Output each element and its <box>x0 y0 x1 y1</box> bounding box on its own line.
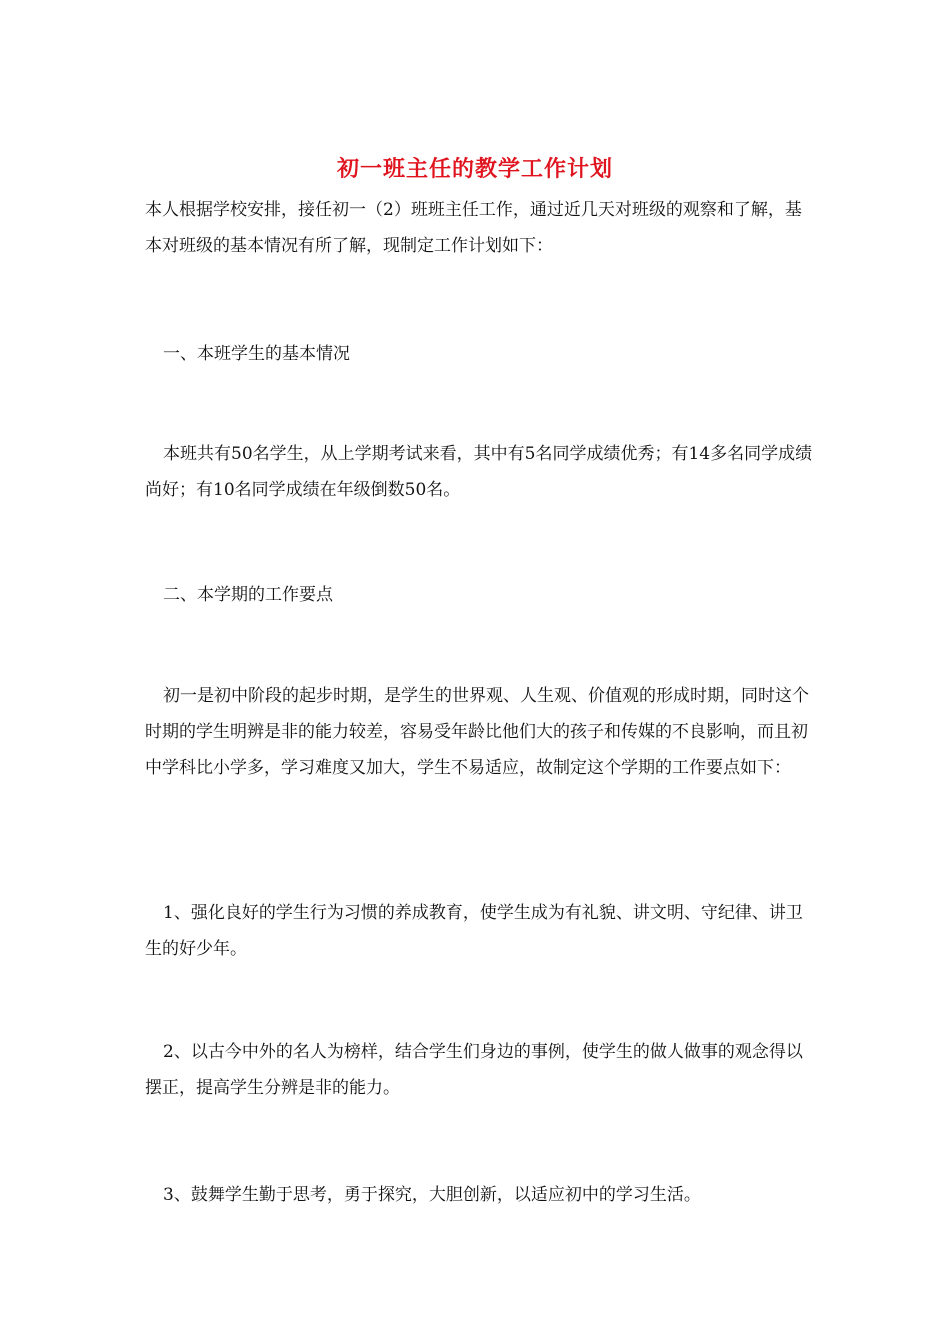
section1-heading: 一、本班学生的基本情况 <box>163 344 350 364</box>
document-title: 初一班主任的教学工作计划 <box>336 156 613 182</box>
section2-body: 初一是初中阶段的起步时期，是学生的世界观、人生观、价值观的形成时期，同时这个时期的学生明辨是非的能力较差，容易受年龄比他们大的孩子和传媒的不良影响，而且初中学科比小学多，学习难度又加大，学生不易适应，故制定这个学期的工作要点如下： <box>145 686 809 778</box>
intro-paragraph: 本人根据学校安排，接任初一（2）班班主任工作，通过近几天对班级的观察和了解，基本对班级的基本情况有所了解，现制定工作计划如下： <box>145 200 802 256</box>
section1-body: 本班共有50名学生，从上学期考试来看，其中有5名同学成绩优秀；有14多名同学成绩尚好；有10名同学成绩在年级倒数50名。 <box>145 444 813 500</box>
work-point-3: 3、鼓舞学生勤于思考，勇于探究，大胆创新，以适应初中的学习生活。 <box>163 1185 701 1205</box>
work-point-1: 1、强化良好的学生行为习惯的养成教育，使学生成为有礼貌、讲文明、守纪律、讲卫生的好少年。 <box>145 903 803 959</box>
section2-heading: 二、本学期的工作要点 <box>163 585 333 605</box>
work-point-2: 2、以古今中外的名人为榜样，结合学生们身边的事例，使学生的做人做事的观念得以摆正，提高学生分辨是非的能力。 <box>145 1042 803 1098</box>
